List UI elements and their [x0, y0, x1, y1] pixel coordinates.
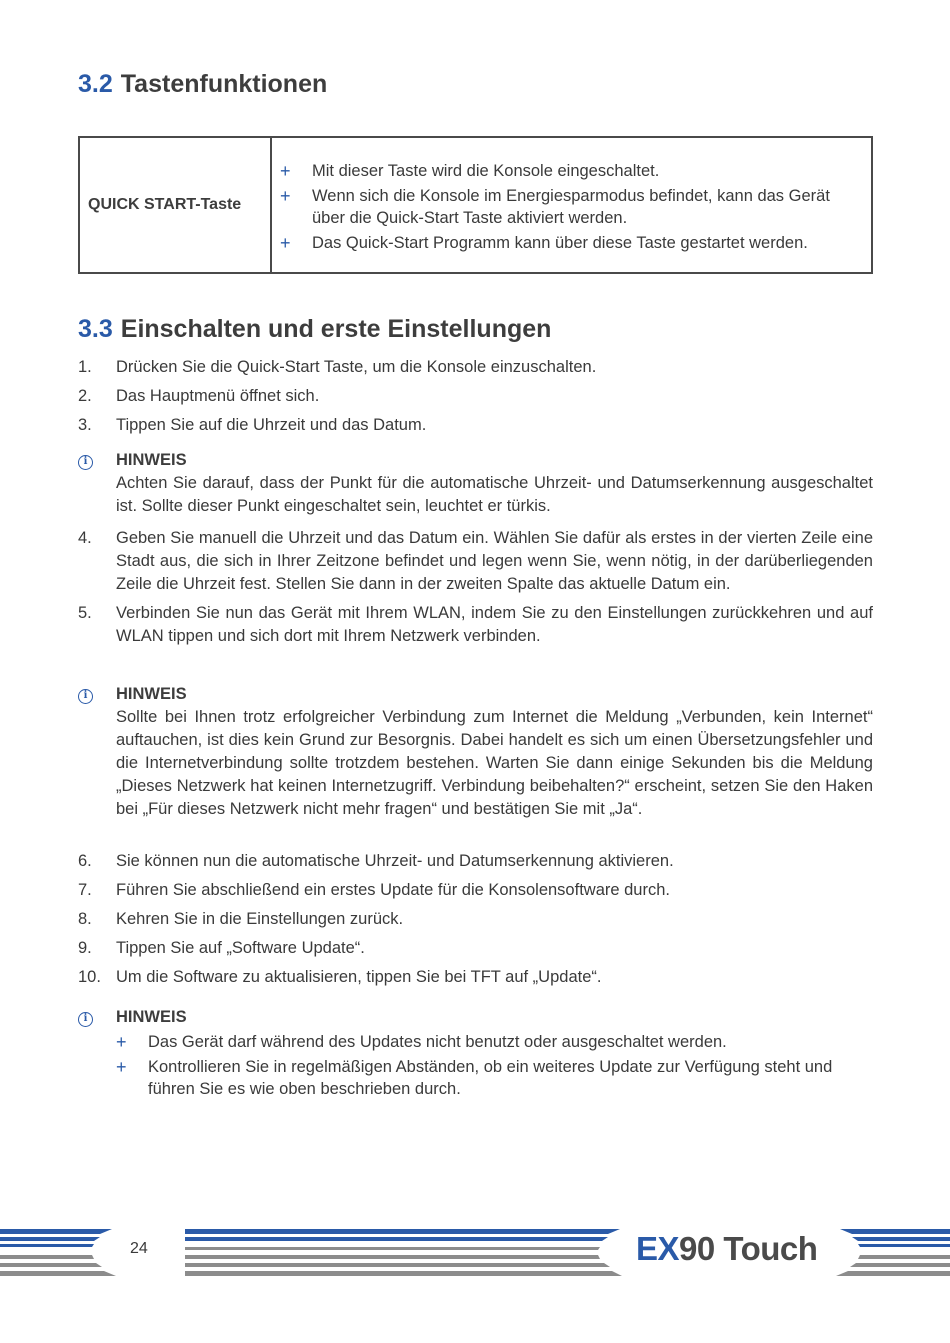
note-title: HINWEIS — [116, 451, 187, 469]
key-description-cell — [272, 138, 871, 272]
note-box — [78, 683, 873, 821]
note-text: Sollte bei Ihnen trotz erfolgreicher Verbindung zum Internet die Meldung „Verbunden, kein Internet“ auftauchen, ist dies kein Grund zur Besorgnis. Dabei handelt es sich um einen Übersetzungsfehler und die Internetverbindung sollte trotzdem bestehen. Warten Sie dann einige Sekunden bis die Meldung „Dieses Netzwerk hat keinen Internetzugriff. Verbindung beibehalten?“ erscheint, setzen Sie den Haken bei „Für dieses Netzwerk nicht mehr fragen“ und bestätigen Sie mit „Ja“. — [116, 708, 873, 818]
steps-list-1 — [78, 356, 873, 437]
list-item: 5. Verbinden Sie nun das Gerät mit Ihrem WLAN, indem Sie zu den Einstellungen zurückkehren und auf WLAN tippen und sich dort mit Ihrem Netzwerk verbinden. — [78, 604, 873, 645]
plus-icon: + — [280, 161, 291, 181]
list-item: + Das Gerät darf während des Updates nicht benutzt oder ausgeschaltet werden. — [116, 1032, 727, 1052]
brand-logo: EX90 Touch — [636, 1230, 818, 1267]
key-name-cell: QUICK START-Taste — [80, 138, 272, 272]
section-heading-3-2 — [78, 70, 327, 99]
list-item: + Wenn sich die Konsole im Energiesparmodus befindet, kann das Gerät über die Quick-Start Taste aktiviert werden. — [280, 186, 830, 227]
info-icon: i — [78, 455, 93, 470]
list-item: 6. Sie können nun die automatische Uhrzeit- und Datumserkennung aktivieren. — [78, 852, 674, 870]
list-item: + Kontrollieren Sie in regelmäßigen Abständen, ob ein weiteres Update zur Verfügung steht und führen Sie es wie oben beschrieben durch. — [116, 1057, 833, 1098]
section-number: 3.2 — [78, 70, 113, 98]
plus-icon: + — [116, 1057, 127, 1077]
info-icon: i — [78, 1012, 93, 1027]
list-item: 9. Tippen Sie auf „Software Update“. — [78, 939, 365, 957]
list-item: + Mit dieser Taste wird die Konsole eingeschaltet. — [280, 161, 660, 181]
note-box — [78, 1006, 873, 1103]
note-text: Achten Sie darauf, dass der Punkt für die automatische Uhrzeit- und Datumserkennung ausgeschaltet ist. Sollte dieser Punkt eingeschaltet sein, leuchtet er türkis. — [116, 474, 873, 515]
list-item: 7. Führen Sie abschließend ein erstes Update für die Konsolensoftware durch. — [78, 881, 670, 899]
plus-icon: + — [280, 186, 291, 206]
list-item: 4. Geben Sie manuell die Uhrzeit und das Datum ein. Wählen Sie dafür als erstes in der vierten Zeile eine Stadt aus, die sich in Ihrer Zeitzone befindet und legen wenn Sie, wenn nötig, in der darüberliegenden Zeile die Uhrzeit fest. Stellen Sie dann in der zweiten Spalte das aktuelle Datum ein. — [78, 529, 873, 593]
list-item: + Das Quick-Start Programm kann über diese Taste gestartet werden. — [280, 233, 808, 253]
note-title: HINWEIS — [116, 685, 187, 703]
section-title: Einschalten und erste Einstellungen — [120, 315, 552, 343]
list-item: 1. Drücken Sie die Quick-Start Taste, um die Konsole einzuschalten. — [78, 358, 597, 376]
list-item: 10. Um die Software zu aktualisieren, tippen Sie bei TFT auf „Update“. — [78, 968, 602, 986]
section-number: 3.3 — [78, 315, 113, 343]
steps-list-2 — [78, 527, 873, 648]
section-heading-3-3 — [78, 315, 551, 344]
list-item: 8. Kehren Sie in die Einstellungen zurück. — [78, 910, 404, 928]
plus-icon: + — [280, 233, 291, 253]
page-number: 24 — [130, 1240, 148, 1257]
steps-list-3 — [78, 850, 873, 989]
key-function-table — [78, 136, 873, 274]
info-icon: i — [78, 689, 93, 704]
note-title: HINWEIS — [116, 1008, 187, 1026]
plus-icon: + — [116, 1032, 127, 1052]
list-item: 3. Tippen Sie auf die Uhrzeit und das Datum. — [78, 416, 427, 434]
section-title: Tastenfunktionen — [120, 70, 328, 98]
note-box — [78, 449, 873, 518]
list-item: 2. Das Hauptmenü öffnet sich. — [78, 387, 320, 405]
